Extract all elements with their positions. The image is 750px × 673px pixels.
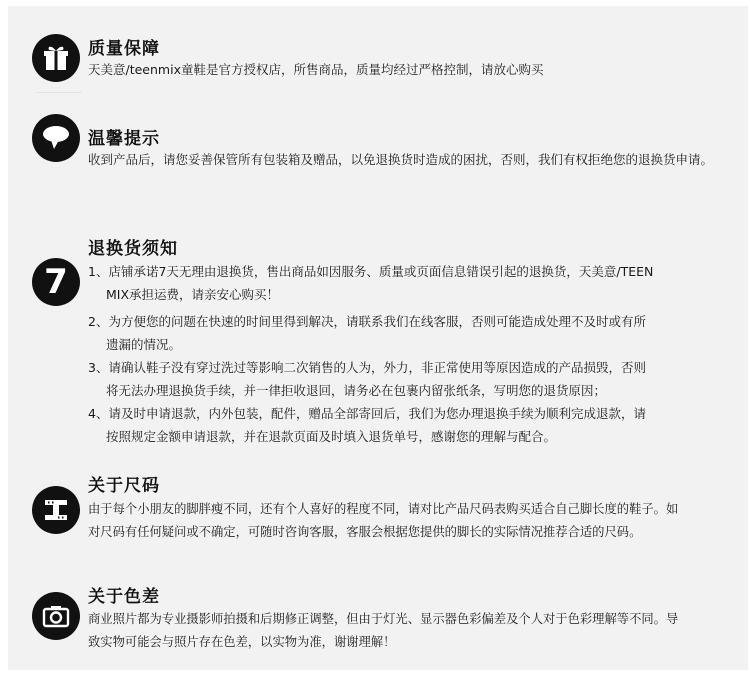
seven-day-badge xyxy=(32,258,80,306)
list-item-line: 遗漏的情况。 xyxy=(106,337,182,352)
info-panel xyxy=(8,6,748,670)
list-item xyxy=(88,310,738,356)
returns-list xyxy=(88,260,738,448)
list-item xyxy=(88,402,738,448)
size-text xyxy=(88,498,678,544)
quality-text: 天美意/teenmix童鞋是官方授权店，所售商品，质量均经过严格控制，请放心购买 xyxy=(88,62,544,77)
color-title: 关于色差 xyxy=(88,587,160,607)
ruler-icon xyxy=(32,486,80,534)
size-title: 关于尺码 xyxy=(88,476,160,496)
returns-title: 退换货须知 xyxy=(88,239,178,259)
list-item-line: 将无法办理退换货手续，并一律拒收退回，请务必在包裹内留张纸条，写明您的退货原因； xyxy=(106,383,607,398)
color-text-line: 致实物可能会与照片存在色差，以实物为准，谢谢理解！ xyxy=(88,635,396,649)
list-item-line: 按照规定金额申请退款，并在退款页面及时填入退货单号，感谢您的理解与配合。 xyxy=(106,429,557,444)
speech-bubble-icon xyxy=(32,114,80,162)
list-item-line: 1、店铺承诺7天无理由退换货，售出商品如因服务、质量或页面信息错误引起的退换货，天美意/TEEN xyxy=(88,264,654,279)
returns-section xyxy=(8,228,748,444)
gift-icon xyxy=(32,34,80,82)
list-item-line: 4、请及时申请退款，内外包装，配件，赠品全部寄回后，我们为您办理退换手续为顺利完成退款，请 xyxy=(88,406,646,421)
color-text xyxy=(88,608,678,654)
reminder-section xyxy=(8,96,748,206)
list-item xyxy=(88,260,738,306)
list-item-line: MIX承担运费，请亲安心购买！ xyxy=(106,287,280,302)
reminder-text: 收到产品后，请您妥善保管所有包装箱及赠品，以免退换货时造成的困扰，否则，我们有权拒绝您的退换货申请。 xyxy=(88,152,714,167)
color-text-line: 商业照片都为专业摄影师拍摄和后期修正调整，但由于灯光、显示器色彩偏差及个人对于色彩理解等不同。导 xyxy=(88,612,679,626)
divider xyxy=(36,92,82,93)
camera-icon xyxy=(32,592,80,640)
quality-title: 质量保障 xyxy=(88,39,160,59)
size-text-line: 对尺码有任何疑问或不确定，可随时咨询客服，客服会根据您提供的脚长的实际情况推荐合适的尺码。 xyxy=(88,525,642,539)
seven-day-number: 7 xyxy=(44,262,68,302)
reminder-title: 温馨提示 xyxy=(88,129,160,149)
size-section xyxy=(8,461,748,561)
color-section xyxy=(8,574,748,670)
size-text-line: 由于每个小朋友的脚胖瘦不同，还有个人喜好的程度不同，请对比产品尺码表购买适合自己脚长度的鞋子。如 xyxy=(88,502,679,516)
quality-section xyxy=(8,6,748,96)
list-item-line: 3、请确认鞋子没有穿过洗过等影响二次销售的人为，外力，非正常使用等原因造成的产品损毁，否则 xyxy=(88,360,646,375)
list-item xyxy=(88,356,738,402)
list-item-line: 2、为方便您的问题在快速的时间里得到解决，请联系我们在线客服，否则可能造成处理不及时或有所 xyxy=(88,314,646,329)
